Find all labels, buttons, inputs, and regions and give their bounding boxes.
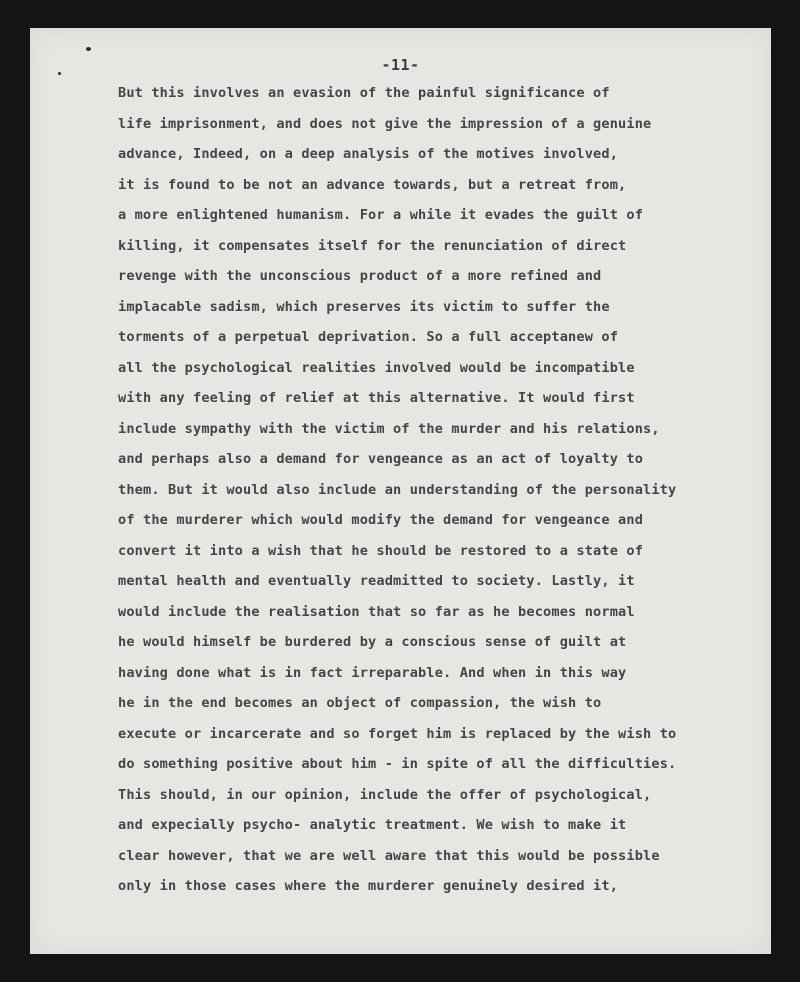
text-line: life imprisonment, and does not give the impression of a genuine [118, 115, 652, 132]
text-line: execute or incarcerate and so forget him is replaced by the wish to [118, 725, 677, 742]
text-line: implacable sadism, which preserves its victim to suffer the [118, 298, 610, 315]
text-line: clear however, that we are well aware that this would be possible [118, 847, 660, 864]
text-line: advance, Indeed, on a deep analysis of the motives involved, [118, 146, 619, 162]
text-line: with any feeling of relief at this alternative. It would first [118, 390, 635, 406]
text-line: a more enlightened humanism. For a while it evades the guilt of [118, 207, 644, 223]
text-line: would include the realisation that so far as he becomes normal [118, 603, 635, 620]
text-line: of the murderer which would modify the demand for vengeance and [118, 512, 644, 528]
text-line: it is found to be not an advance towards, but a retreat from, [118, 176, 627, 193]
text-line: do something positive about him - in spite of all the difficulties. [118, 756, 677, 772]
text-line: include sympathy with the victim of the murder and his relations, [118, 420, 660, 437]
text-line: he in the end becomes an object of compassion, the wish to [118, 695, 602, 711]
text-line: torments of a perpetual deprivation. So a full acceptanew of [118, 329, 619, 345]
typewritten-page [30, 28, 771, 954]
ink-speck [86, 47, 91, 51]
text-line: But this involves an evasion of the painful significance of [118, 85, 610, 101]
text-line: having done what is in fact irreparable. And when in this way [118, 664, 627, 681]
text-line: he would himself be burdered by a conscious sense of guilt at [118, 634, 627, 650]
text-line: them. But it would also include an understanding of the personality [118, 481, 677, 498]
text-line: all the psychological realities involved would be incompatible [118, 359, 635, 376]
text-line: only in those cases where the murderer genuinely desired it, [118, 878, 619, 894]
text-line: and expecially psycho- analytic treatment. We wish to make it [118, 817, 627, 833]
text-line: revenge with the unconscious product of a more refined and [118, 268, 602, 284]
text-line: convert it into a wish that he should be restored to a state of [118, 542, 644, 559]
page-body-text [118, 78, 768, 902]
text-line: and perhaps also a demand for vengeance as an act of loyalty to [118, 451, 644, 467]
text-line: killing, it compensates itself for the renunciation of direct [118, 237, 627, 254]
text-line: mental health and eventually readmitted to society. Lastly, it [118, 573, 635, 589]
text-line: This should, in our opinion, include the offer of psychological, [118, 786, 652, 803]
page-number: -11- [381, 56, 420, 74]
